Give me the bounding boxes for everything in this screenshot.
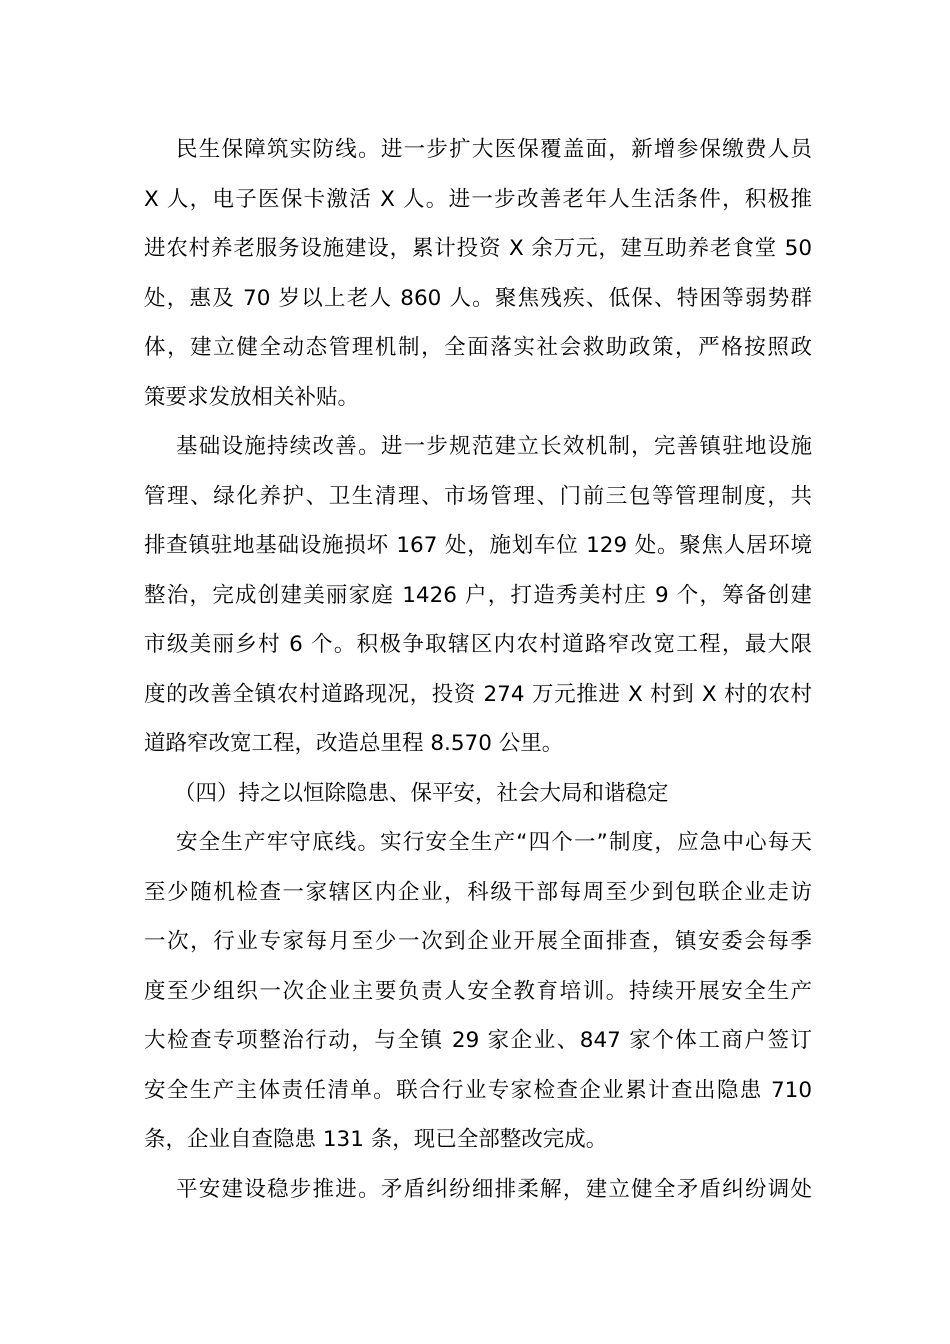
section-4-heading: （四）持之以恒除隐患、保平安，社会大局和谐稳定 <box>174 780 669 806</box>
text-line: 市级美丽乡村 6 个。积极争取辖区内农村道路窄改宽工程，最大限 <box>144 632 812 657</box>
text-line: X 人，电子医保卡激活 X 人。进一步改善老年人生活条件，积极推 <box>144 186 812 212</box>
text-line: 度至少组织一次企业主要负责人安全教育培训。持续开展安全生产 <box>144 978 812 1004</box>
text-line: 道路窄改宽工程，改造总里程 8.570 公里。 <box>144 731 564 756</box>
text-line: 策要求发放相关补贴。 <box>144 384 360 410</box>
text-line: 条，企业自查隐患 131 条，现已全部整改完成。 <box>144 1127 608 1152</box>
text-line: 整治，完成创建美丽家庭 1426 户，打造秀美村庄 9 个，筹备创建 <box>144 582 812 608</box>
document-body <box>144 125 812 1214</box>
text-line: 安全生产主体责任清单。联合行业专家检查企业累计查出隐患 710 <box>144 1077 812 1103</box>
text-line: 至少随机检查一家辖区内企业，科级干部每周至少到包联企业走访 <box>144 879 812 905</box>
section-heading <box>144 769 812 819</box>
paragraph-safety <box>144 818 812 1165</box>
paragraph-infrastructure <box>144 422 812 769</box>
paragraph-livelihood <box>144 125 812 422</box>
text-line: 管理、绿化养护、卫生清理、市场管理、门前三包等管理制度，共 <box>144 483 812 509</box>
paragraph-peace <box>144 1165 812 1215</box>
text-line: 度的改善全镇农村道路现况，投资 274 万元推进 X 村到 X 村的农村 <box>144 681 812 707</box>
text-line: 一次，行业专家每月至少一次到企业开展全面排查，镇安委会每季 <box>144 929 812 954</box>
text-line: 基础设施持续改善。进一步规范建立长效机制，完善镇驻地设施 <box>176 434 812 459</box>
text-line: 大检查专项整治行动，与全镇 29 家企业、847 家个体工商户签订 <box>144 1028 812 1053</box>
text-line: 体，建立健全动态管理机制，全面落实社会救助政策，严格按照政 <box>144 335 812 360</box>
text-line: 平安建设稳步推进。矛盾纠纷细排柔解，建立健全矛盾纠纷调处 <box>176 1176 812 1202</box>
text-line: 处，惠及 70 岁以上老人 860 人。聚焦残疾、低保、特困等弱势群 <box>144 285 812 311</box>
text-line: 安全生产牢守底线。实行安全生产“四个一”制度，应急中心每天 <box>176 830 812 855</box>
text-line: 排查镇驻地基础设施损坏 167 处，施划车位 129 处。聚焦人居环境 <box>144 533 812 558</box>
text-line: 民生保障筑实防线。进一步扩大医保覆盖面，新增参保缴费人员 <box>176 137 812 162</box>
text-line: 进农村养老服务设施建设，累计投资 X 余万元，建互助养老食堂 50 <box>144 236 812 261</box>
